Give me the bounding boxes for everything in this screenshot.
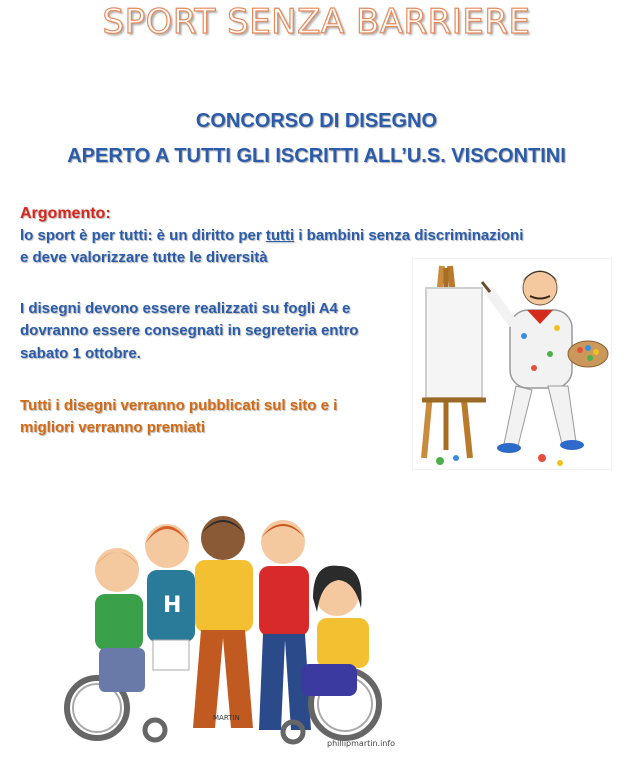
topic-line-2: e deve valorizzare tutte le diversità [20,249,268,266]
topic-line-1-start: lo sport è per tutti: è un diritto per [20,227,266,244]
image-credit: phillipmartin.info [327,739,395,748]
painter-at-easel-icon [412,258,612,470]
instructions-line-2: dovranno essere consegnati in segreteria entro [20,322,359,339]
topic-line-1-end: i bambini senza discriminazioni [294,227,524,244]
topic-label: Argomento: [20,205,111,222]
topic-line-1 [20,225,523,246]
topic-emphasis: tutti [265,227,295,244]
illustrator-signature: MARTIN [213,714,240,722]
children-group-icon [55,508,395,750]
instructions-line-3: sabato 1 ottobre. [20,345,141,362]
publication-line-1: Tutti i disegni verranno pubblicati sul sito e i [20,397,338,414]
contest-audience: APERTO A TUTTI GLI ISCRITTI ALL’U.S. VISCONTINI [67,145,566,167]
instructions-line-1: I disegni devono essere realizzati su fogli A4 e [20,300,351,317]
svg-text:H: H [163,593,182,618]
publication-line-2: migliori verranno premiati [20,419,206,436]
poster-title: SPORT SENZA BARRIERE [102,2,531,42]
contest-title: CONCORSO DI DISEGNO [195,110,438,132]
